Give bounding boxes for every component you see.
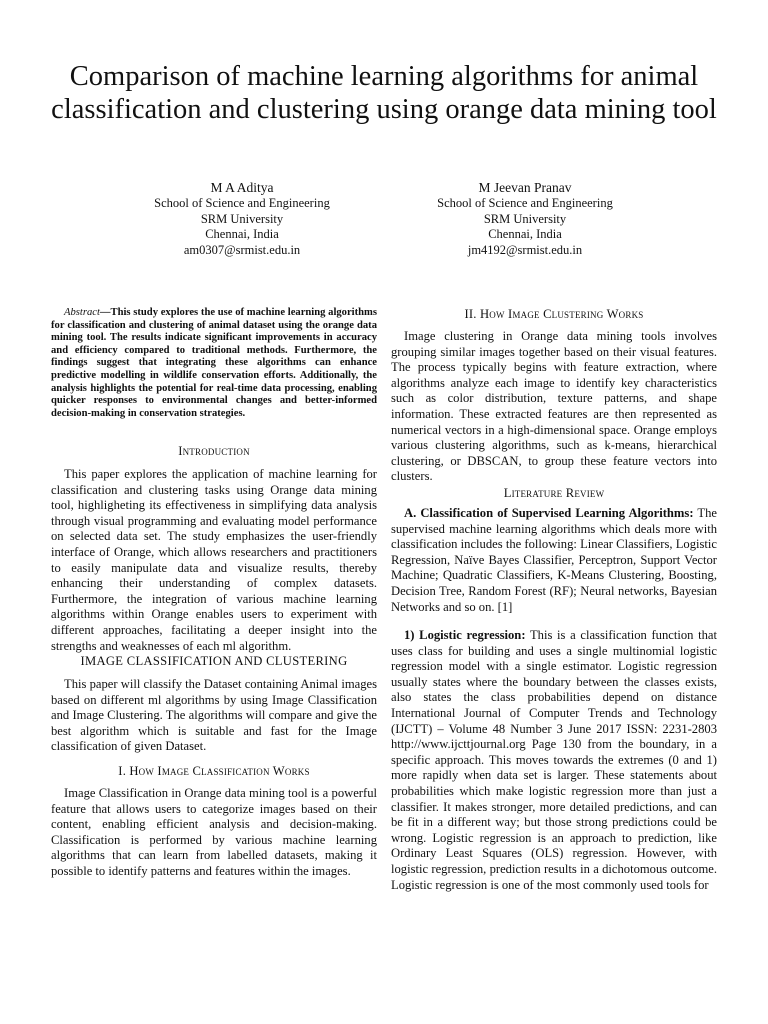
- subsection-1-text: This is a classification function that uses class for building and uses a single multinomial logistic regression model with a single estimator. Logistic regression usually states where the boundary between the classes exists, also states the class probabilities depend on distance International Journal of Computer Trends and Technology (IJCTT) – Volume 48 Number 3 June 2017 ISSN: 2231-2803 http://www.ijcttjournal.org Page 130 from the boundary, in a specific approach. This moves towards the extremes (0 and 1) more rapidly when data set is larger. These statements about probabilities which make logistic regression more than just a classifier. It makes stronger, more detailed predictions, and can be fit in a different way; but those strong predictions could be wrong. Logistic regression is an approach to prediction, like Ordinary Least Squares (OLS) regression. However, with logistic regression, prediction results in a dichotomous outcome. Logistic regression is one of the most commonly used tools for: [391, 628, 718, 892]
- abstract-label: Abstract: [64, 307, 100, 318]
- author-name: M A Aditya: [210, 180, 274, 195]
- heading-literature-review: Literature Review: [503, 486, 605, 500]
- author-city: Chennai, India: [205, 227, 279, 241]
- author-block-2: [380, 179, 670, 258]
- heading-introduction: Introduction: [178, 444, 250, 458]
- author-city: Chennai, India: [488, 227, 562, 241]
- author-email: am0307@srmist.edu.in: [183, 242, 301, 257]
- author-email: jm4192@srmist.edu.in: [467, 242, 583, 257]
- paper-title: Comparison of machine learning algorithms for animal classification and clustering using orange data mining tool: [51, 61, 717, 125]
- introduction-text: This paper explores the application of machine learning for classification and clustering tasks using Orange data mining tool, highligheting its effectiveness in simplifying data analysis through visual programming and evaluating model performance on selected data set. The study emphasizes the user-friendly interface of Orange, which allows researchers and practitioners to easily manipulate data and visualize results, thereby enhancing their understanding of complex datasets. Furthermore, the integration of various machine learning algorithms within Orange enables users to experiment with different approaches, facilitating a deeper insight into the strengths and weaknesses of each ml algorithm.: [51, 467, 377, 653]
- subsection-a-text: The supervised machine learning algorithms which deals more with classification includes the following: Linear Classifiers, Logistic Regression, Naïve Bayes Classifier, Perceptron, Support Vector Machine; Quadratic Classifiers, K-Means Clustering, Boosting, Decision Tree, Random Forest (RF); Neural networks, Bayesian Networks and so on. [1]: [391, 506, 717, 614]
- author-dept: School of Science and Engineering: [437, 196, 613, 210]
- section-2-text: Image clustering in Orange data mining tools involves grouping similar images together based on their visual features. The process typically begins with feature extraction, where algorithms analyze each image to identify key characteristics such as color distribution, texture patterns, and shape information. These extracted features are then represented as numerical vectors in a high-dimensional space. Orange employs various clustering algorithms, such as k-means, hierarchical clustering, or DBSCAN, to group these feature vectors into clusters.: [391, 329, 717, 484]
- author-name: M Jeevan Pranav: [478, 180, 572, 195]
- abstract-dash: —: [99, 307, 111, 318]
- heading-section-1: I. How Image Classification Works: [118, 764, 310, 778]
- subsection-a: [391, 506, 717, 615]
- author-dept: School of Science and Engineering: [154, 196, 330, 210]
- abstract-text: This study explores the use of machine learning algorithms for classification and clustering of animal dataset using the orange data mining tool. The results indicate significant improvements in accuracy and efficiency compared to traditional methods. Furthermore, the findings suggest that integrating these algorithms can enhance predictive modelling in wildlife conservation efforts. Additionally, the analysis highlights the potential for real-time data processing, enabling quicker responses to environmental changes and better-informed decision-making in conservation strategies.: [51, 307, 377, 419]
- subsection-1: [391, 628, 717, 893]
- author-block-1: [97, 179, 387, 258]
- icc-text: This paper will classify the Dataset containing Animal images based on different ml algorithms by using Image Classification and Image Clustering. The algorithms will compare and give the best algorithm which is suitable and fast for the Image classification of given Dataset.: [51, 677, 377, 754]
- heading-image-classification-clustering: IMAGE CLASSIFICATION AND CLUSTERING: [80, 654, 348, 668]
- author-univ: SRM University: [200, 211, 284, 226]
- subsection-1-title: 1) Logistic regression:: [404, 628, 526, 642]
- subsection-a-title: A. Classification of Supervised Learning Algorithms:: [404, 506, 694, 520]
- abstract: [51, 307, 377, 420]
- heading-section-2: II. How Image Clustering Works: [464, 307, 644, 321]
- section-1-text: Image Classification in Orange data mining tool is a powerful feature that allows users to categorize images based on their content, enabling efficient analysis and decision-making. Classification is performed by various machine learning algorithms that can learn from labelled datasets, making it possible to identify patterns and features within the images.: [51, 786, 377, 878]
- author-univ: SRM University: [483, 211, 567, 226]
